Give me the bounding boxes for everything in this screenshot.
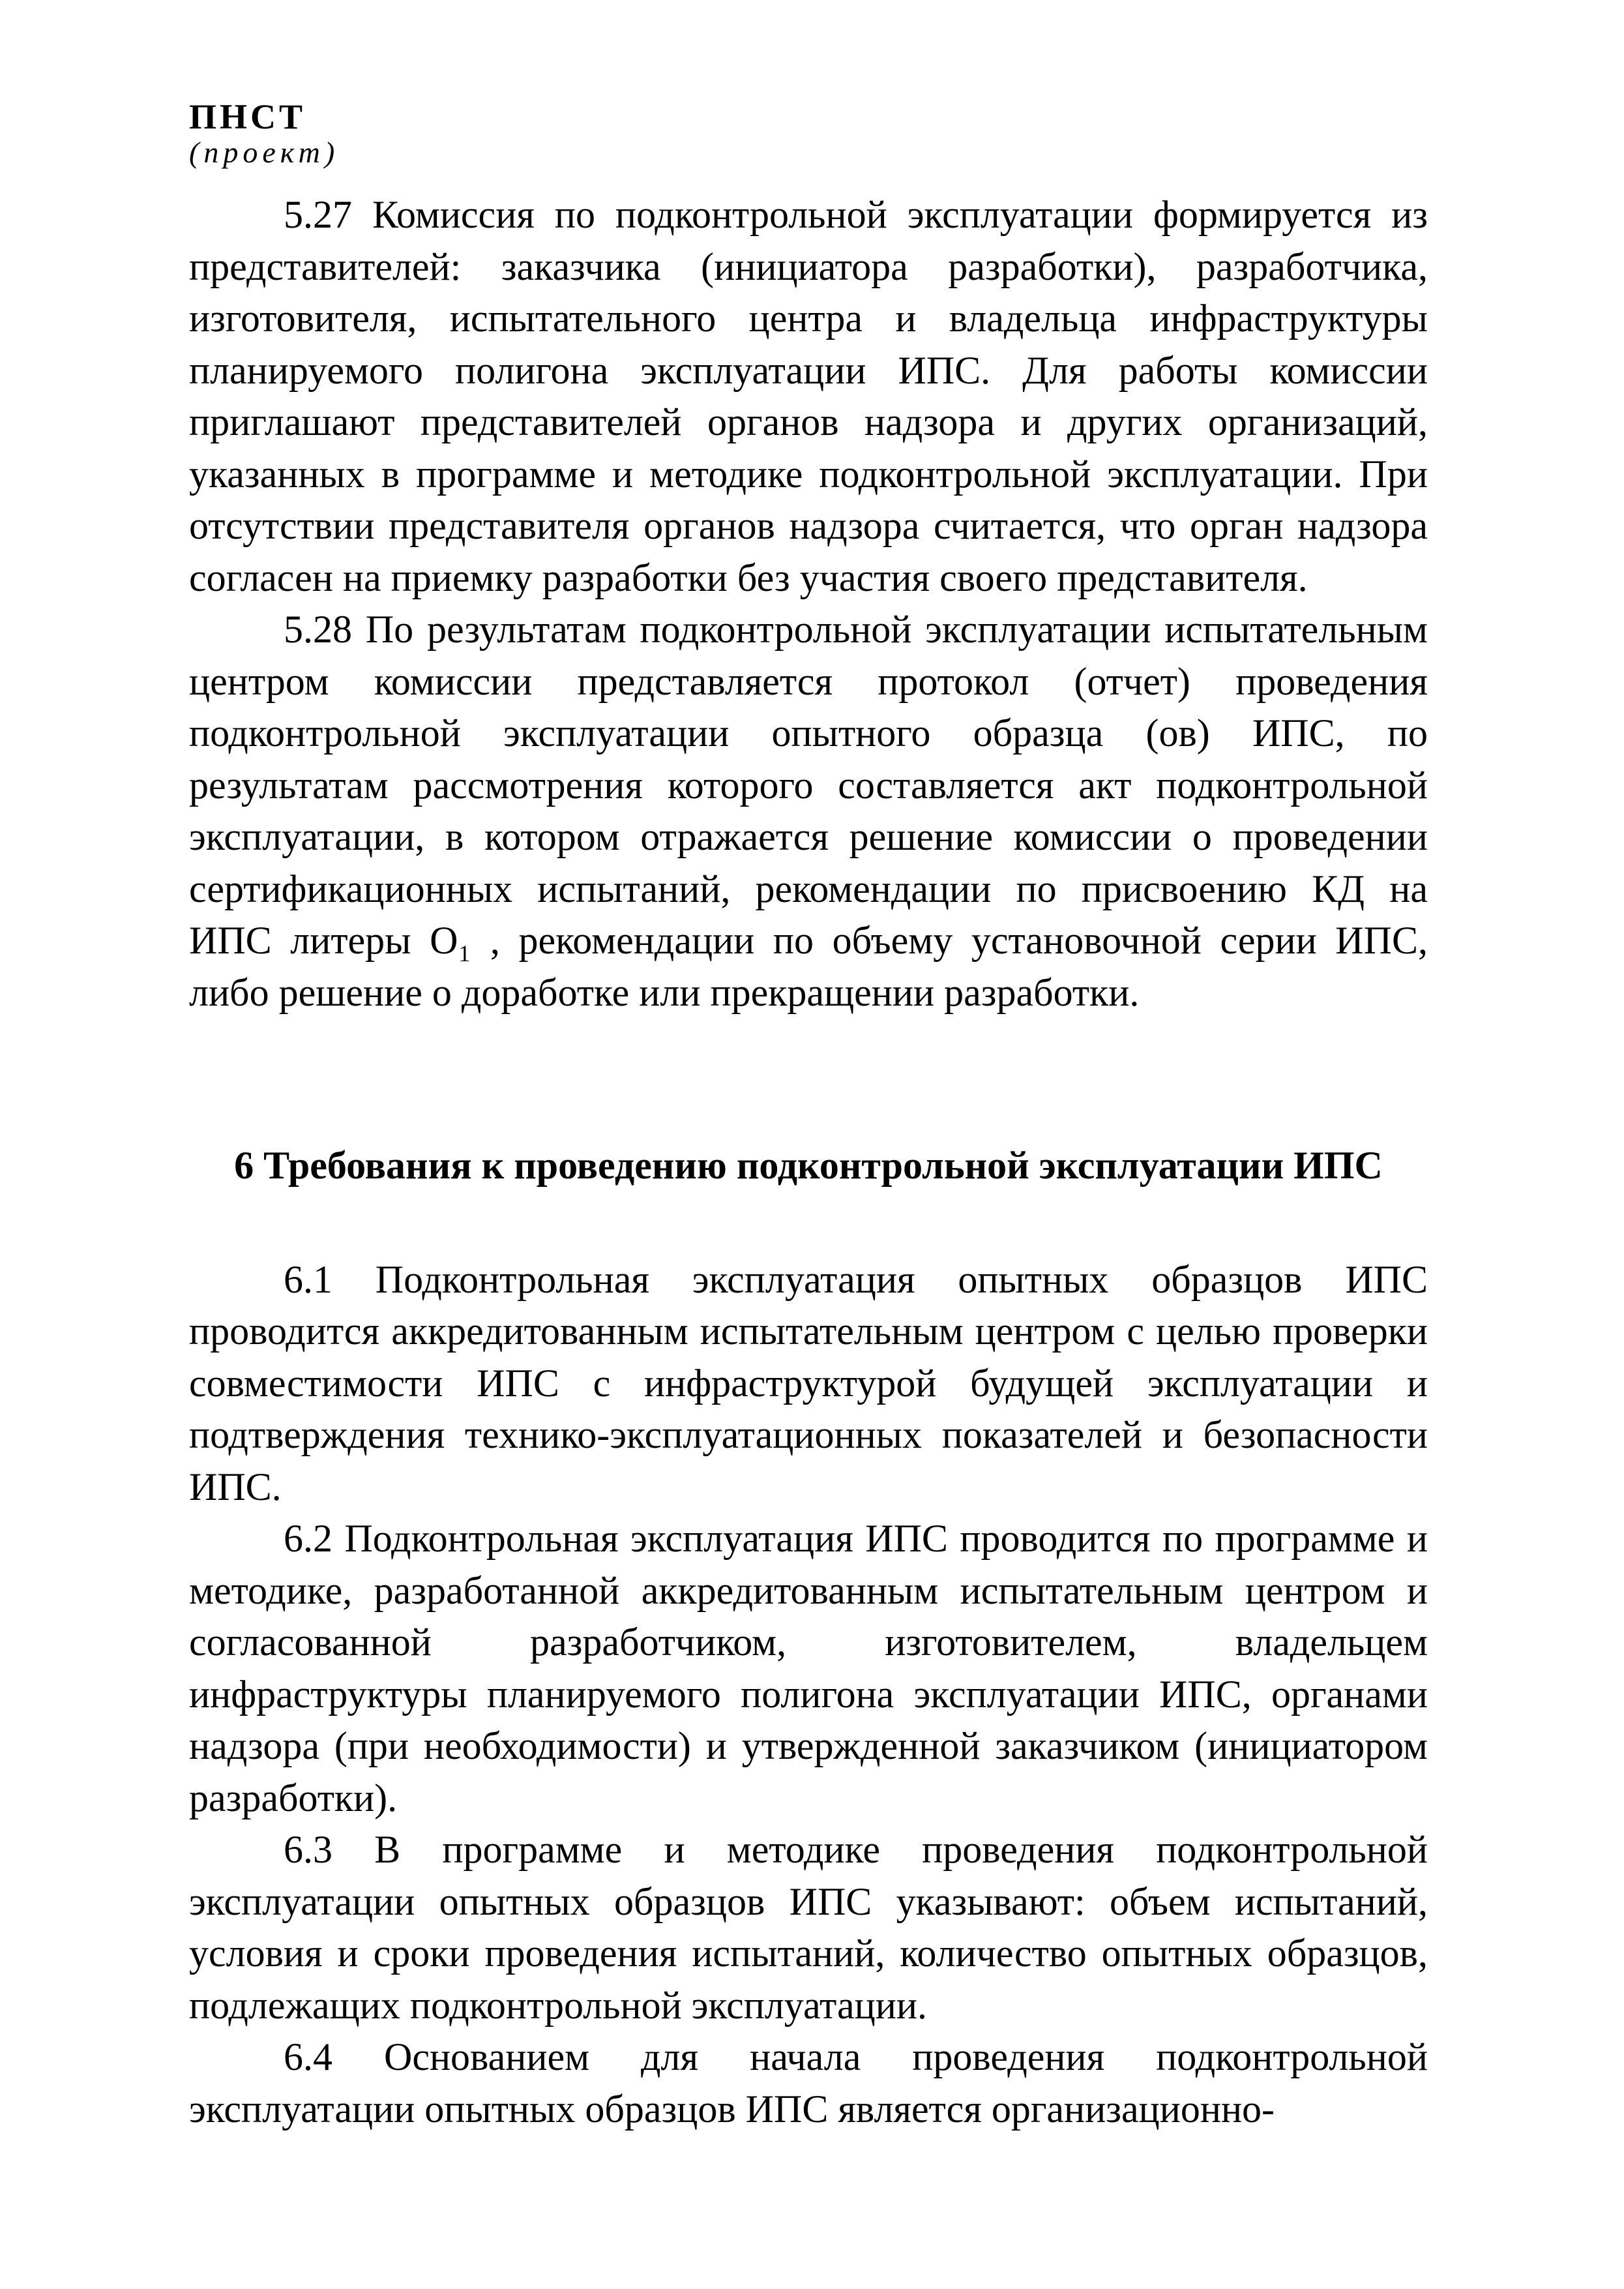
section-heading: 6 Требования к проведению подконтрольной эксплуатации ИПС bbox=[234, 1144, 1383, 1187]
clause-6-3: 6.3 В программе и методике проведения подконтрольной эксплуатации опытных образцов ИПС указывают: объем испытаний, условия и сроки проведения испытаний, количество опытных образцов, подлежащих подконтрольной эксплуатации. bbox=[189, 1828, 1428, 2027]
document-code: ПНСТ bbox=[189, 97, 306, 136]
clause-6-1: 6.1 Подконтрольная эксплуатация опытных образцов ИПС проводится аккредитованным испытательным центром с целью проверки совместимости ИПС с инфраструктурой будущей эксплуатации и подтверждения технико-эксплуатационных показателей и безопасности ИПС. bbox=[189, 1257, 1428, 1508]
clause-5-28: 5.28 По результатам подконтрольной эксплуатации испытательным центром комиссии представляется протокол (отчет) проведения подконтрольной эксплуатации опытного образца (ов) ИПС, по результатам рассмотрения которого составляется акт подконтрольной эксплуатации, в котором отражается решение комиссии о проведении сертификационных испытаний, рекомендации по присвоению КД на ИПС литеры О₁ , рекомендации по объему установочной серии ИПС, либо решение о доработке или прекращении разработки. bbox=[189, 608, 1428, 1014]
document-body bbox=[189, 189, 1428, 2135]
document-status: (проект) bbox=[189, 136, 340, 170]
clause-6-2: 6.2 Подконтрольная эксплуатация ИПС проводится по программе и методике, разработанной аккредитованным испытательным центром и согласованной разработчиком, изготовителем, владельцем инфраструктуры планируемого полигона эксплуатации ИПС, органами надзора (при необходимости) и утвержденной заказчиком (инициатором разработки). bbox=[189, 1517, 1428, 1819]
clause-5-27: 5.27 Комиссия по подконтрольной эксплуатации формируется из представителей: заказчика (инициатора разработки), разработчика, изготовителя, испытательного центра и владельца инфраструктуры планируемого полигона эксплуатации ИПС. Для работы комиссии приглашают представителей органов надзора и других организаций, указанных в программе и методике подконтрольной эксплуатации. При отсутствии представителя органов надзора считается, что орган надзора согласен на приемку разработки без участия своего представителя. bbox=[189, 193, 1428, 599]
document-header bbox=[189, 98, 339, 170]
clause-6-4: 6.4 Основанием для начала проведения подконтрольной эксплуатации опытных образцов ИПС является организационно- bbox=[189, 2035, 1428, 2131]
heading-spacer bbox=[189, 1192, 1428, 1254]
